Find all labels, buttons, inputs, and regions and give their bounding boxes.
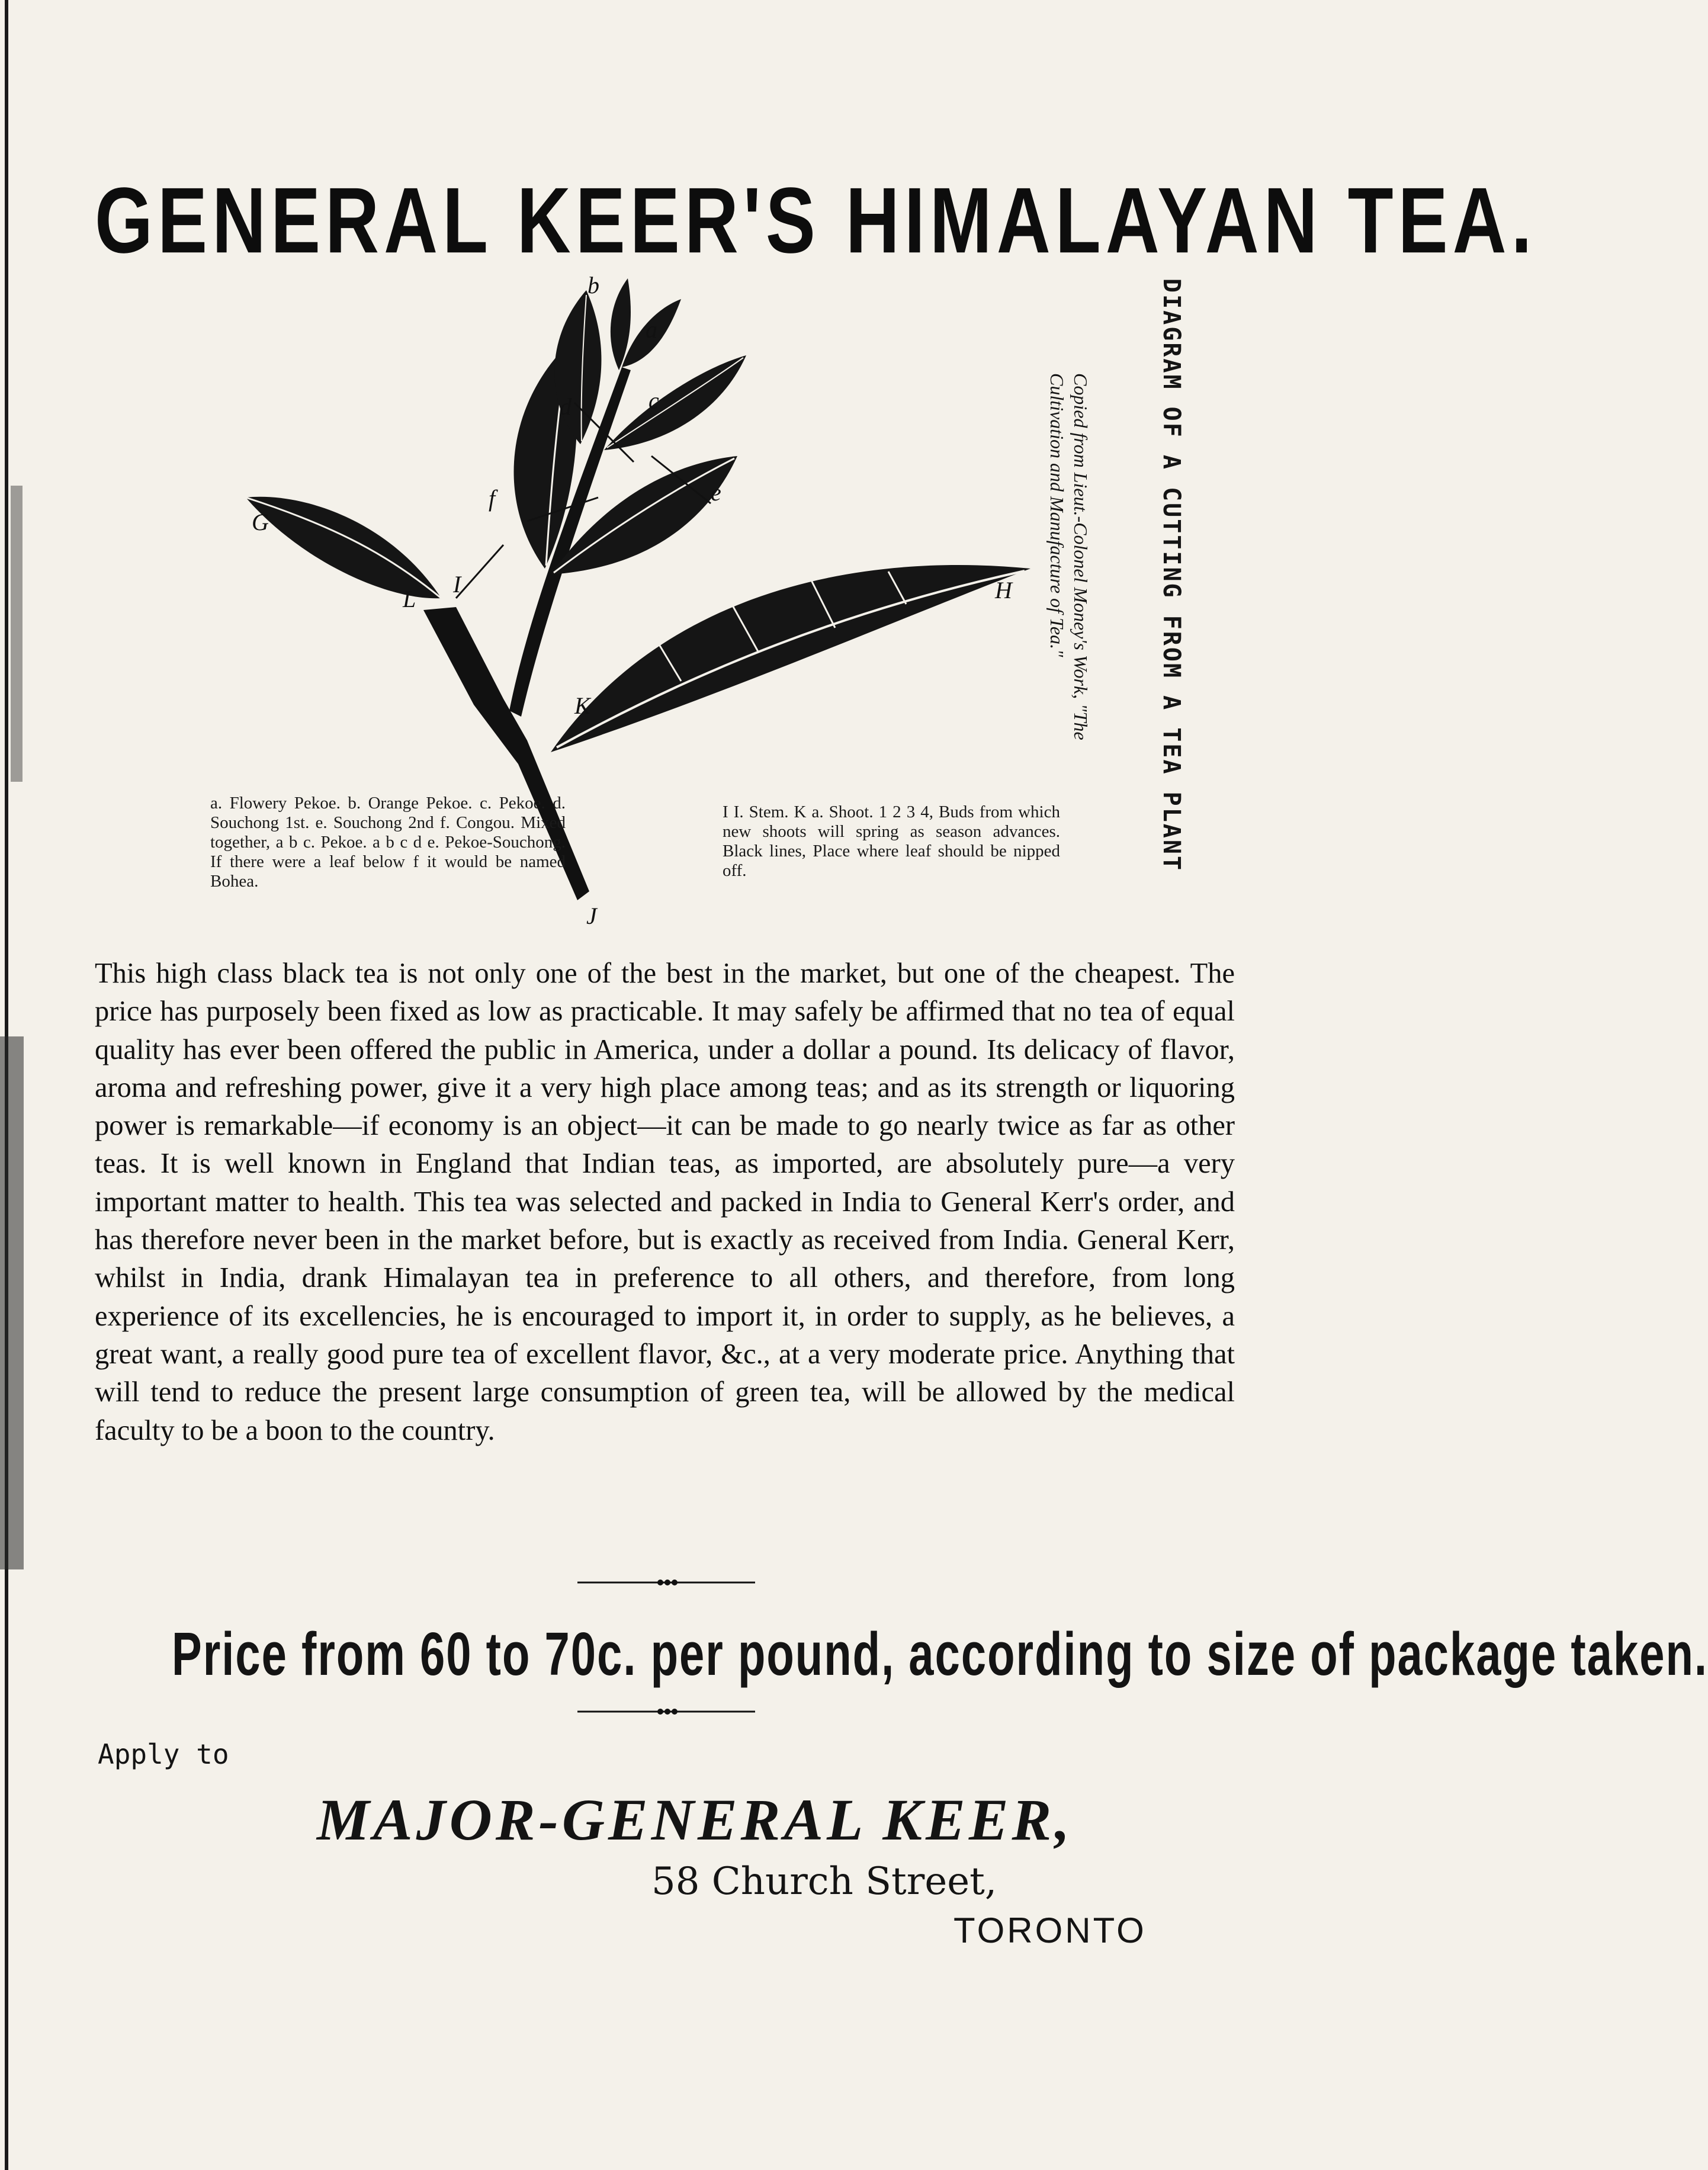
letter-i: I [453,571,461,598]
page-title: GENERAL KEER'S HIMALAYAN TEA. [95,168,1537,272]
leaf-h [551,565,1030,752]
caption-right: I I. Stem. K a. Shoot. 1 2 3 4, Buds from which new shoots will spring as season advances. Black lines, Place where leaf should be nipped off. [723,802,1060,880]
diagram-source [1045,373,1093,965]
letter-k: K [574,692,590,719]
price-line: Price from 60 to 70c. per pound, according to size of package taken. [172,1620,1708,1689]
scan-edge [0,0,36,2170]
diagram-source-line-2: Cultivation and Manufacture of Tea." [1046,373,1068,657]
letter-e: e [711,479,721,506]
contact-street: 58 Church Street, [651,1860,997,1903]
leaf-g [246,497,441,599]
divider-top [577,1577,755,1588]
letter-d: d [560,393,572,420]
letter-j: J [586,903,597,929]
letter-a: a [646,316,657,343]
diagram-title: DIAGRAM OF A CUTTING FROM A TEA PLANT [1158,278,1185,872]
apply-to: Apply to [98,1738,229,1770]
divider-bottom [577,1706,755,1718]
letter-l: L [403,586,416,612]
letter-c: c [648,387,659,414]
letter-h: H [995,577,1012,604]
letter-g: G [252,509,269,535]
diagram-vertical-labels [1028,278,1205,936]
letter-f: f [489,485,496,512]
contact-city: TORONTO [953,1911,1147,1950]
letter-b: b [587,272,599,298]
contact-name: MAJOR-GENERAL KEER, [317,1787,1074,1853]
caption-left: a. Flowery Pekoe. b. Orange Pekoe. c. Pekoe. d. Souchong 1st. e. Souchong 2nd f. Congou. Mixed together, a b c. Pekoe. a b c d e. Pekoe-Souchong. If there were a leaf below f it would be named Bohea. [210,794,566,891]
body-paragraph: This high class black tea is not only one of the best in the market, but one of the cheapest. The price has purposely been fixed as low as practicable. It may safely be affirmed that no tea of equal quality has ever been offered the public in America, under a dollar a pound. Its delicacy of flavor, aroma and refreshing power, give it a very high place among teas; and as its strength or liquoring power is remarkable—if economy is an object—it can be made to go nearly twice as far as other teas. It is well known in England that Indian teas, as imported, are absolutely pure—a very important matter to health. This tea was selected and packed in India to General Kerr's order, and has therefore never been in the market before, but is exactly as received from India. General Kerr, whilst in India, drank Himalayan tea in preference to all others, and therefore, from long experience of its excellencies, he is encouraged to import it, in order to supply, as he believes, a great want, a really good pure tea of excellent flavor, &c., at a very moderate price. Anything that will tend to reduce the present large consumption of green tea, will be allowed by the medical faculty to be a boon to the country. [95,958,1235,1446]
diagram-source-line-1: Copied from Lieut.-Colonel Money's Work, "The [1070,373,1091,740]
